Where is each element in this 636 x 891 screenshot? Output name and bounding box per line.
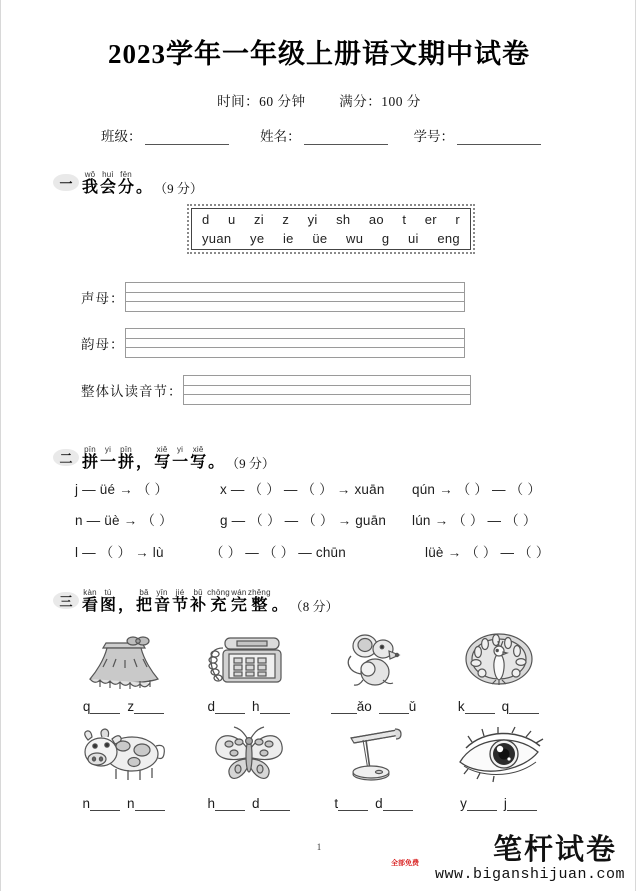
pinyin-bank-inner	[191, 208, 471, 250]
syllable-hint: t	[334, 796, 339, 811]
section-score: （8 分）	[289, 599, 339, 615]
pinyin-bank-item: d	[202, 212, 210, 227]
blank-underline[interactable]	[338, 798, 368, 811]
spelling-item[interactable]: l — （ ） → lù	[75, 545, 164, 560]
spelling-row-1[interactable]	[75, 478, 555, 498]
peacock-icon	[458, 628, 540, 690]
ruby-pinyin: pīn	[120, 445, 132, 454]
blank-underline[interactable]	[260, 798, 290, 811]
syllable-blank[interactable]	[127, 700, 164, 714]
class-field[interactable]	[101, 125, 229, 145]
zhengti-label: 整体认读音节：	[81, 384, 183, 399]
syllable-blank[interactable]	[375, 797, 413, 811]
ruby-char	[117, 586, 135, 615]
ruby-char	[99, 443, 117, 472]
syllable-blank[interactable]	[207, 700, 245, 714]
ruby-hanzi: 拼	[82, 454, 99, 471]
section-2-heading	[81, 443, 275, 472]
syllable-hint: h	[252, 699, 260, 714]
exam-total-score: 满分：100 分	[339, 94, 421, 109]
ruby-char	[189, 586, 207, 615]
pinyin-bank-item: ui	[408, 231, 419, 246]
pinyin-bank-item: r	[455, 212, 460, 227]
blank-underline[interactable]	[465, 701, 495, 714]
yunmu-answer-block	[81, 328, 465, 358]
blank-underline[interactable]	[331, 701, 357, 714]
ruby-char	[135, 168, 153, 197]
answer-cell[interactable]	[311, 700, 436, 714]
watermark-title: 笔杆试卷	[492, 834, 617, 866]
ruby-char	[81, 443, 99, 472]
ruby-pinyin: xiě	[192, 445, 204, 454]
ruby-pinyin: tú	[104, 588, 112, 597]
ruby-pinyin: wǒ	[84, 170, 96, 179]
picture-cell	[186, 722, 311, 784]
name-blank[interactable]	[304, 131, 388, 145]
section-3-heading	[81, 586, 339, 615]
pinyin-bank-item: u	[227, 212, 236, 227]
answer-cell[interactable]	[311, 797, 436, 811]
cow-icon	[76, 722, 172, 784]
ruby-hanzi: 会	[100, 179, 117, 196]
pinyin-bank-item: wu	[346, 231, 364, 246]
pinyin-bank-item: z	[282, 212, 290, 227]
ruby-char	[99, 586, 117, 615]
answer-cell[interactable]	[436, 797, 561, 811]
syllable-hint: d	[207, 699, 215, 714]
spelling-item[interactable]: j — üé → （ ）	[75, 482, 169, 497]
blank-underline[interactable]	[509, 701, 539, 714]
ruby-hanzi: 把	[136, 597, 153, 614]
ruby-char	[81, 586, 99, 615]
spelling-item[interactable]: n — üè → （ ）	[75, 513, 173, 528]
picture-cell	[311, 722, 436, 784]
watermark-url: www.biganshijuan.com	[434, 866, 625, 883]
pinyin-bank-item: er	[424, 212, 437, 227]
ruby-pinyin: pīn	[84, 445, 96, 454]
pinyin-bank-item: yuan	[202, 231, 232, 246]
section-3-ruby-text	[81, 586, 339, 615]
answer-row-1[interactable]	[61, 700, 561, 714]
blank-underline[interactable]	[215, 701, 245, 714]
skirt-icon	[80, 628, 168, 690]
syllable-hint: d	[375, 796, 383, 811]
spelling-row-2[interactable]	[75, 509, 555, 529]
ruby-hanzi: 一	[100, 454, 117, 471]
exam-time: 时间：60 分钟	[217, 94, 306, 109]
syllable-blank[interactable]	[334, 797, 368, 811]
shengmu-label: 声母：	[81, 291, 125, 306]
ruby-hanzi: 。	[136, 179, 153, 196]
exam-meta	[1, 90, 636, 110]
blank-underline[interactable]	[507, 798, 537, 811]
ruby-char	[271, 586, 289, 615]
syllable-hint: n	[127, 796, 135, 811]
ruby-pinyin: yi	[176, 445, 184, 454]
ruby-char	[117, 443, 135, 472]
pinyin-bank-item: g	[381, 231, 390, 246]
ruby-pinyin: wán	[231, 588, 247, 597]
ruby-hanzi: 充	[210, 597, 227, 614]
blank-underline[interactable]	[379, 701, 409, 714]
picture-row-2	[61, 722, 561, 784]
ruby-char	[171, 443, 189, 472]
ruby-pinyin: yi	[104, 445, 112, 454]
pinyin-bank-item: t	[402, 212, 407, 227]
ruby-hanzi: ，	[118, 597, 135, 614]
ruby-pinyin: yīn	[156, 588, 168, 597]
ruby-hanzi: 补	[190, 597, 207, 614]
syllable-blank[interactable]	[83, 700, 121, 714]
picture-cell	[436, 628, 561, 690]
syllable-hint: q	[501, 699, 510, 714]
syllable-hint: h	[207, 796, 215, 811]
ruby-char	[135, 443, 153, 472]
ruby-hanzi: 音	[154, 597, 171, 614]
ruby-pinyin: jié	[175, 588, 185, 597]
syllable-hint: k	[457, 699, 465, 714]
syllable-hint: n	[82, 796, 90, 811]
ruby-pinyin: bǔ	[193, 588, 203, 597]
ruby-hanzi: 整	[251, 597, 268, 614]
section-score: （9 分）	[226, 456, 275, 472]
spelling-item[interactable]: （ ） — （ ） — chūn	[210, 545, 346, 560]
ruby-char	[153, 443, 171, 472]
section-1-heading	[81, 168, 203, 197]
ruby-hanzi: 。	[271, 597, 288, 614]
pinyin-bank-item: ao	[368, 212, 384, 227]
section-1-number: 一	[53, 174, 79, 191]
ruby-pinyin: bǎ	[139, 588, 149, 597]
zhengti-writing-lines[interactable]	[183, 375, 471, 405]
blank-underline[interactable]	[467, 798, 497, 811]
shengmu-writing-lines[interactable]	[125, 282, 465, 312]
ruby-char	[117, 168, 135, 197]
answer-row-2[interactable]	[61, 797, 561, 811]
picture-cell	[436, 722, 561, 784]
spelling-item[interactable]: lún → （ ） — （ ）	[412, 513, 537, 528]
blank-underline[interactable]	[383, 798, 413, 811]
pinyin-bank-item: ie	[282, 231, 294, 246]
spelling-item[interactable]: qún → （ ） — （ ）	[412, 482, 542, 497]
syllable-blank[interactable]	[379, 700, 417, 714]
blank-underline[interactable]	[134, 701, 164, 714]
picture-cell	[311, 628, 436, 690]
highbar-icon	[339, 722, 409, 784]
pinyin-bank-item: sh	[336, 212, 351, 227]
syllable-hint: ǎo	[356, 699, 372, 714]
picture-cell	[61, 628, 186, 690]
answer-cell[interactable]	[186, 700, 311, 714]
ruby-hanzi: 。	[208, 454, 225, 471]
pinyin-bank-item: yi	[307, 212, 318, 227]
syllable-hint: y	[460, 796, 467, 811]
ruby-hanzi: 写	[190, 454, 207, 471]
blank-underline[interactable]	[260, 701, 290, 714]
syllable-blank[interactable]	[207, 797, 245, 811]
syllable-hint: q	[82, 699, 91, 714]
blank-underline[interactable]	[135, 798, 165, 811]
syllable-hint: z	[127, 699, 135, 714]
blank-underline[interactable]	[90, 701, 120, 714]
spelling-item[interactable]: lüè → （ ） — （ ）	[425, 545, 550, 560]
class-label: 班级：	[101, 129, 142, 144]
ruby-char	[171, 586, 189, 615]
eye-icon	[452, 722, 546, 784]
butterfly-icon	[206, 722, 292, 784]
section-1-ruby-text	[81, 168, 203, 197]
ruby-pinyin: zhěng	[247, 588, 271, 597]
ruby-hanzi: 写	[154, 454, 171, 471]
picture-row-1	[61, 628, 561, 690]
syllable-blank[interactable]	[502, 700, 540, 714]
section-2-ruby-text	[81, 443, 275, 472]
syllable-blank[interactable]	[252, 700, 290, 714]
pinyin-bank-box	[187, 204, 475, 254]
ruby-hanzi: 完	[230, 597, 247, 614]
syllable-blank[interactable]	[460, 797, 497, 811]
ruby-char	[153, 586, 171, 615]
page-number: 1	[316, 842, 322, 852]
ruby-hanzi: 分	[118, 179, 135, 196]
ruby-char	[207, 586, 230, 615]
syllable-blank[interactable]	[458, 700, 495, 714]
ruby-char	[189, 443, 207, 472]
answer-cell[interactable]	[61, 700, 186, 714]
ruby-hanzi: 看	[82, 597, 99, 614]
syllable-blank[interactable]	[504, 797, 537, 811]
student-id-field[interactable]	[414, 125, 542, 145]
student-id-label: 学号：	[413, 129, 454, 144]
student-id-blank[interactable]	[457, 131, 541, 145]
blank-underline[interactable]	[215, 798, 245, 811]
watermark-badge: 全部免费	[391, 860, 419, 867]
ruby-hanzi: 一	[172, 454, 189, 471]
ruby-hanzi: 我	[82, 179, 99, 196]
blank-underline[interactable]	[90, 798, 120, 811]
spelling-row-3[interactable]	[75, 541, 555, 561]
watermark	[383, 836, 629, 883]
ruby-char	[81, 168, 99, 197]
ruby-char	[135, 586, 153, 615]
syllable-blank[interactable]	[82, 797, 120, 811]
syllable-hint: ǔ	[408, 699, 417, 714]
section-2-number: 二	[53, 449, 79, 466]
pinyin-bank-item: eng	[437, 231, 460, 246]
ruby-char	[207, 443, 225, 472]
answer-cell[interactable]	[186, 797, 311, 811]
ruby-char	[99, 168, 117, 197]
spelling-item[interactable]: x — （ ） — （ ） → xuān	[220, 482, 385, 497]
spelling-item[interactable]: g — （ ） — （ ） → guān	[220, 513, 387, 528]
answer-cell[interactable]	[436, 700, 561, 714]
syllable-blank[interactable]	[331, 700, 372, 714]
ruby-pinyin: huì	[102, 170, 114, 179]
ruby-char	[248, 586, 271, 615]
section-score: （9 分）	[154, 181, 203, 197]
syllable-blank[interactable]	[127, 797, 165, 811]
ruby-pinyin: fēn	[120, 170, 132, 179]
name-label: 姓名：	[260, 129, 301, 144]
answer-cell[interactable]	[61, 797, 186, 811]
page-title: 2023学年一年级上册语文期中试卷	[108, 39, 530, 69]
ruby-char	[230, 586, 248, 615]
picture-cell	[186, 628, 311, 690]
ruby-pinyin: kàn	[83, 588, 97, 597]
syllable-blank[interactable]	[252, 797, 290, 811]
yunmu-label: 韵母：	[81, 337, 125, 352]
mouse-icon	[335, 628, 413, 690]
pinyin-bank-item: ye	[250, 231, 265, 246]
pinyin-bank-item: zi	[253, 212, 264, 227]
shengmu-answer-block	[81, 282, 465, 312]
class-blank[interactable]	[145, 131, 229, 145]
ruby-pinyin: chōng	[207, 588, 230, 597]
pinyin-bank-row-2	[202, 229, 460, 248]
ruby-hanzi: 节	[172, 597, 189, 614]
name-field[interactable]	[260, 125, 388, 145]
ruby-hanzi: 图	[100, 597, 117, 614]
student-info-line	[101, 125, 541, 145]
ruby-hanzi: 拼	[118, 454, 135, 471]
syllable-hint: j	[503, 796, 507, 811]
pinyin-bank-item: üe	[312, 231, 328, 246]
yunmu-writing-lines[interactable]	[125, 328, 465, 358]
ruby-hanzi: ，	[136, 454, 153, 471]
page-sheet	[1, 0, 636, 891]
pinyin-bank-row-1	[202, 210, 460, 229]
picture-cell	[61, 722, 186, 784]
section-3-number: 三	[53, 592, 79, 609]
syllable-hint: d	[252, 796, 260, 811]
telephone-icon	[203, 628, 295, 690]
zhengti-answer-block	[81, 375, 471, 405]
ruby-pinyin: xiě	[156, 445, 168, 454]
